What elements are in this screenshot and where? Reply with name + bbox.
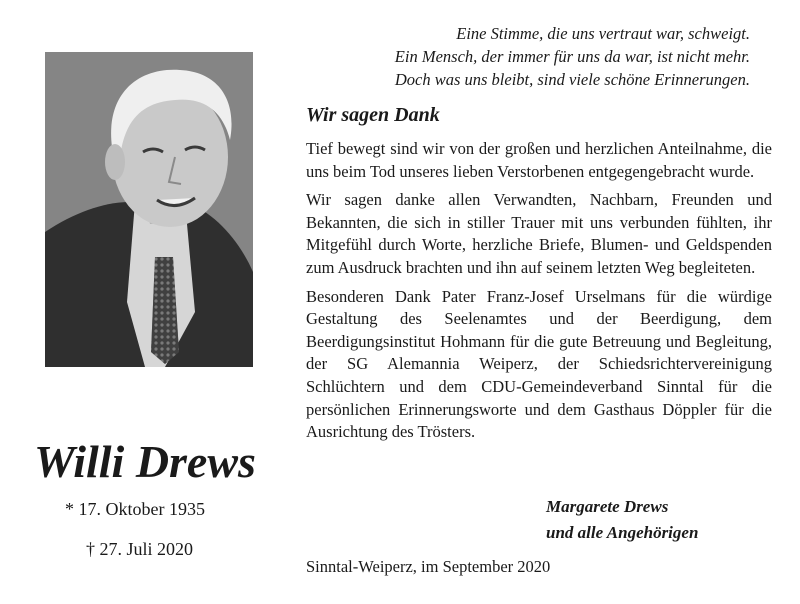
motto-line: Doch was uns bleibt, sind viele schöne Erinnerungen. xyxy=(394,70,750,89)
thanks-paragraph: Wir sagen danke allen Verwandten, Nachbarn, Freunden und Bekannten, die sich in stiller Trauer mit uns verbunden fühlten, ihr Mitgefühl durch Worte, herzliche Briefe, Blumen- und Geldspenden zum Ausdruck brachten und ihn auf seinem letzten Weg begleiteten. xyxy=(306,190,772,277)
thanks-paragraph: Tief bewegt sind wir von der großen und herzlichen Anteilnahme, die uns beim Tod unseres lieben Verstorbenen entgegengebracht wurde. xyxy=(306,139,772,181)
signature-line: Margarete Drews xyxy=(546,497,669,516)
signature xyxy=(546,494,698,546)
thanks-body xyxy=(306,138,772,450)
thanks-paragraph: Besonderen Dank Pater Franz-Josef Urselmans für die würdige Gestaltung des Seelenamtes und der Beerdigung, dem Beerdigungsinstitut Hohmann für die gute Betreuung und Begleitung, der SG Alemannia Weiperz, der Schiedsrichtervereinigung Schlüchtern und dem CDU-Gemeindeverband Sinntal für die persönlichen Erinnerungsworte und dem Gasthaus Döppler für die Ausrichtung des Trösters. xyxy=(306,286,772,442)
portrait-illustration xyxy=(45,52,253,367)
death-date: † 27. Juli 2020 xyxy=(86,539,194,559)
motto-verse xyxy=(300,22,750,91)
place-date: Sinntal-Weiperz, im September 2020 xyxy=(306,557,551,576)
signature-line: und alle Angehörigen xyxy=(546,523,699,542)
deceased-name: Willi Drews xyxy=(34,436,256,487)
birth-date: * 17. Oktober 1935 xyxy=(65,499,205,519)
motto-line: Eine Stimme, die uns vertraut war, schweigt. xyxy=(456,24,750,43)
portrait-photo xyxy=(45,52,253,367)
thanks-heading: Wir sagen Dank xyxy=(306,104,440,126)
motto-line: Ein Mensch, der immer für uns da war, ist nicht mehr. xyxy=(394,47,750,66)
